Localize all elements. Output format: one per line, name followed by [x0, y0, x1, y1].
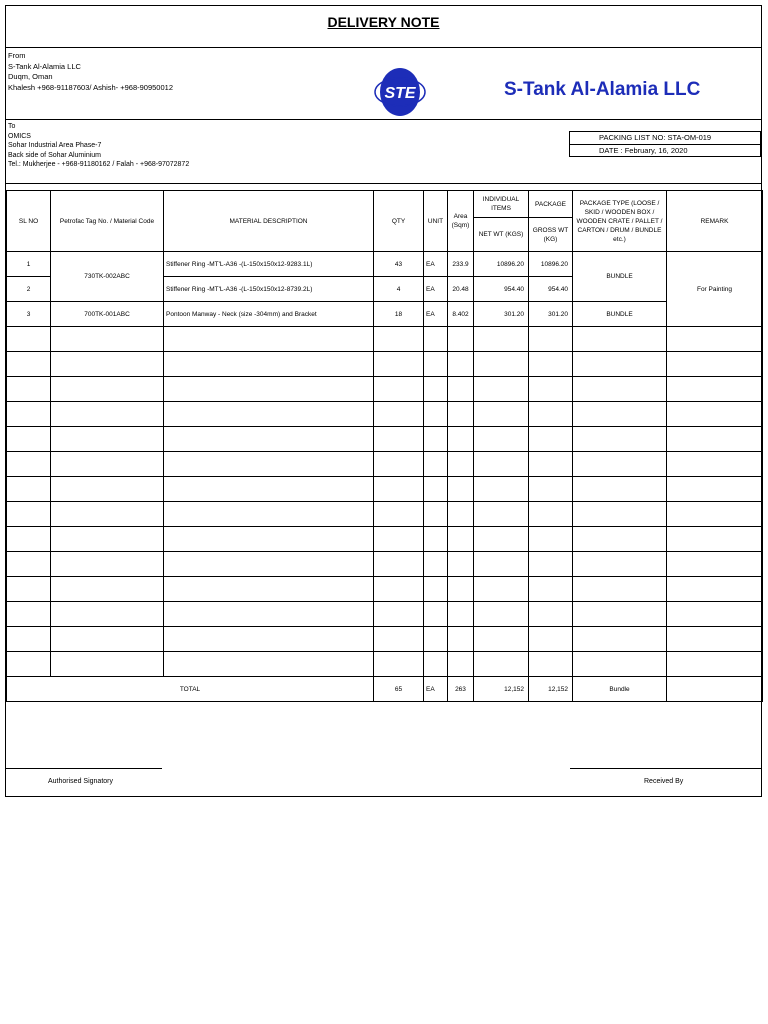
header-package-type: PACKAGE TYPE (LOOSE / SKID / WOODEN BOX / WOODEN CRATE / PALLET / CARTON / DRUM / BUNDLE etc.)	[573, 191, 667, 252]
header-unit: UNIT	[424, 191, 448, 252]
divider	[6, 183, 761, 184]
table-row	[7, 302, 763, 327]
cell-unit: EA	[424, 252, 448, 277]
total-row	[7, 677, 763, 702]
header-row	[7, 191, 763, 218]
table-row-empty	[7, 427, 763, 452]
total-area: 263	[448, 677, 474, 702]
header-package: PACKAGE	[529, 191, 573, 218]
company-name: S-Tank Al-Alamia LLC	[504, 79, 701, 100]
table-row-empty	[7, 602, 763, 627]
from-block	[8, 51, 173, 93]
cell-area: 8.402	[448, 302, 474, 327]
received-by-label: Received By	[644, 778, 684, 785]
title-bar	[6, 6, 761, 48]
packing-info-box	[569, 131, 761, 157]
header-area: Area (Sqm)	[448, 191, 474, 252]
cell-net-wt: 301.20	[474, 302, 529, 327]
table-row-empty	[7, 627, 763, 652]
to-label: To	[8, 123, 16, 130]
table-row-empty	[7, 377, 763, 402]
table-row-empty	[7, 452, 763, 477]
cell-description: Stiffener Ring -MT'L-A36 -(L-150x150x12-8739.2L)	[164, 277, 374, 302]
cell-tag: 700TK-001ABC	[51, 302, 164, 327]
cell-sl: 1	[7, 252, 51, 277]
to-contacts: Tel.: Mukherjee - +968-91180162 / Falah - +968-97072872	[8, 161, 190, 168]
delivery-note-sheet	[5, 5, 762, 797]
to-block	[8, 122, 189, 170]
cell-description: Pontoon Manway - Neck (size -304mm) and Bracket	[164, 302, 374, 327]
header-tag: Petrofac Tag No. / Material Code	[51, 191, 164, 252]
table-row-empty	[7, 477, 763, 502]
cell-net-wt: 954.40	[474, 277, 529, 302]
cell-area: 233.9	[448, 252, 474, 277]
total-unit: EA	[424, 677, 448, 702]
received-signature-line	[570, 768, 761, 769]
to-company: OMICS	[8, 132, 31, 140]
from-company: S-Tank Al-Alamia LLC	[8, 61, 81, 71]
cell-net-wt: 10896.20	[474, 252, 529, 277]
table-row-empty	[7, 352, 763, 377]
cell-qty: 43	[374, 252, 424, 277]
header-net-wt: NET WT (KGS)	[474, 218, 529, 252]
cell-sl: 3	[7, 302, 51, 327]
cell-remark: For Painting	[667, 252, 763, 327]
document-title: DELIVERY NOTE	[327, 14, 440, 30]
company-logo-icon	[374, 66, 426, 118]
total-package-type: Bundle	[573, 677, 667, 702]
cell-description: Stiffener Ring -MT'L-A36 -(L-150x150x12-9283.1L)	[164, 252, 374, 277]
table-row-empty	[7, 527, 763, 552]
table-row-empty	[7, 502, 763, 527]
packing-date: DATE : February, 16, 2020	[570, 144, 760, 156]
authorised-signature-line	[6, 768, 162, 769]
cell-qty: 18	[374, 302, 424, 327]
header-qty: QTY	[374, 191, 424, 252]
table-row-empty	[7, 577, 763, 602]
packing-list-number: PACKING LIST NO: STA-OM-019	[599, 133, 712, 142]
total-label: TOTAL	[7, 677, 374, 702]
total-gross-wt: 12,152	[529, 677, 573, 702]
header-gross-wt: GROSS WT (KG)	[529, 218, 573, 252]
cell-package-type: BUNDLE	[573, 252, 667, 302]
authorised-signatory-label: Authorised Signatory	[48, 778, 113, 785]
table-row-empty	[7, 552, 763, 577]
table-row	[7, 252, 763, 277]
total-qty: 65	[374, 677, 424, 702]
cell-unit: EA	[424, 277, 448, 302]
cell-package-type: BUNDLE	[573, 302, 667, 327]
to-address-1: Sohar Industrial Area Phase-7	[8, 142, 102, 149]
cell-tag: 730TK-002ABC	[51, 252, 164, 302]
from-contacts: Khalesh +968-91187603/ Ashish- +968-90950012	[8, 82, 173, 92]
to-address-2: Back side of Sohar Aluminium	[8, 151, 101, 159]
from-label: From	[8, 51, 26, 60]
table-row-empty	[7, 652, 763, 677]
header-individual: INDIVIDUAL ITEMS	[474, 191, 529, 218]
total-net-wt: 12,152	[474, 677, 529, 702]
header-description: MATERIAL DESCRIPTION	[164, 191, 374, 252]
header-sl-no: SL NO	[7, 191, 51, 252]
header-remark: REMARK	[667, 191, 763, 252]
table-row-empty	[7, 402, 763, 427]
cell-gross-wt: 10896.20	[529, 252, 573, 277]
divider	[6, 119, 761, 120]
cell-area: 20.48	[448, 277, 474, 302]
cell-gross-wt: 301.20	[529, 302, 573, 327]
items-table	[6, 190, 763, 702]
cell-qty: 4	[374, 277, 424, 302]
from-location: Duqm, Oman	[8, 72, 53, 81]
cell-gross-wt: 954.40	[529, 277, 573, 302]
cell-unit: EA	[424, 302, 448, 327]
logo-text: STE	[384, 85, 416, 102]
table-row-empty	[7, 327, 763, 352]
cell-sl: 2	[7, 277, 51, 302]
